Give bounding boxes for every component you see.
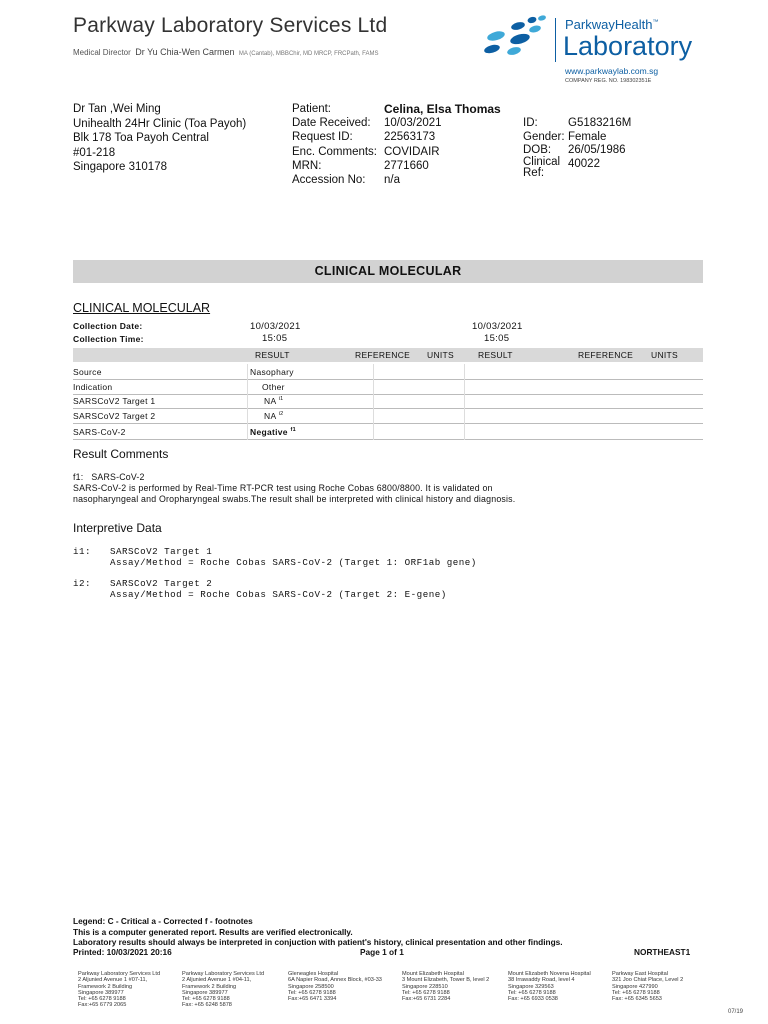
footer-address-4: Mount Elizabeth Hospital 3 Mount Elizabeth, Tower B, level 2 Singapore 228510 Tel: +65 6278 9188 Fax:+65 6731 2284 — [402, 971, 490, 1003]
accession-value: n/a — [384, 174, 400, 186]
logo-laboratory: Laboratory — [563, 31, 693, 61]
col-units-2: UNITS — [651, 350, 678, 360]
mrn-value: 2771660 — [384, 160, 429, 172]
row-label-target2: SARSCoV2 Target 2 — [73, 411, 156, 421]
parkway-logo-icon — [480, 14, 550, 58]
legend-line-3: Laboratory results should always be interpreted in conjuction with patient's history, clinical presentation and other findings. — [73, 937, 563, 947]
collection-time-2: 15:05 — [484, 333, 510, 344]
printed-date: Printed: 10/03/2021 20:16 — [73, 947, 172, 957]
col-separator — [247, 364, 248, 440]
row-value-source: Nasophary — [250, 367, 294, 377]
clinical-ref-label: Clinical Ref: — [523, 156, 561, 179]
row-label-indication: Indication — [73, 382, 113, 392]
request-id-label: Request ID: — [292, 131, 353, 143]
collection-date-1: 10/03/2021 — [250, 321, 301, 332]
logo-parkwayhealth: ParkwayHealth™ — [565, 17, 659, 32]
date-received-label: Date Received: — [292, 117, 371, 129]
enc-comments-label: Enc. Comments: — [292, 146, 377, 158]
row-label-target1: SARSCoV2 Target 1 — [73, 396, 156, 406]
patient-label: Patient: — [292, 103, 331, 115]
interp-i2-line1: SARSCoV2 Target 2 — [110, 578, 213, 589]
dob-value: 26/05/1986 — [568, 144, 626, 156]
col-separator — [373, 364, 374, 440]
id-label: ID: — [523, 117, 538, 129]
collection-time-label: Collection Time: — [73, 334, 144, 344]
footer-address-6: Parkway East Hospital 321 Joo Chiat Place, Level 2 Singapore 427990 Tel: +65 6278 9188 Fax: +65 6345 5653 — [612, 971, 684, 1003]
row-label-sarscov2: SARS-CoV-2 — [73, 427, 126, 437]
director-qualifications: MA (Cantab), MBBChir, MD MRCP, FRCPath, FAMS — [238, 51, 379, 57]
legend-line-1: Legend: C - Critical a - Corrected f - footnotes — [73, 916, 253, 926]
col-separator — [464, 364, 465, 440]
gender-label: Gender: — [523, 131, 565, 143]
dob-label: DOB: — [523, 144, 552, 156]
lab-website: www.parkwaylab.com.sg — [565, 66, 659, 76]
logo-divider — [555, 18, 556, 62]
result-comments-heading: Result Comments — [73, 447, 169, 461]
interp-tag-i1: i1: — [73, 546, 92, 557]
row-divider — [73, 439, 703, 440]
date-received-value: 10/03/2021 — [384, 117, 442, 129]
col-reference-1: REFERENCE — [355, 350, 411, 360]
col-units-1: UNITS — [427, 350, 454, 360]
lab-name: Parkway Laboratory Services Ltd — [73, 14, 388, 37]
interp-i1-line2: Assay/Method = Roche Cobas SARS-CoV-2 (Target 1: ORF1ab gene) — [110, 557, 477, 568]
interp-i1-line1: SARSCoV2 Target 1 — [110, 546, 213, 557]
section-banner: CLINICAL MOLECULAR — [73, 260, 703, 283]
id-value: G5183216M — [568, 117, 632, 129]
col-result-2: RESULT — [478, 350, 513, 360]
footer-address-3: Gleneagles Hospital 6A Napier Road, Annex Block, #03-33 Singapore 258500 Tel: +65 6278 9188 Fax:+65 6471 3394 — [288, 971, 382, 1003]
row-divider — [73, 379, 703, 380]
collection-date-label: Collection Date: — [73, 321, 143, 331]
row-divider — [73, 394, 703, 395]
director-label: Medical Director — [73, 48, 131, 57]
clinical-ref-value: 40022 — [568, 158, 600, 170]
form-code: 07/19 — [728, 1009, 744, 1015]
doctor-address: Dr Tan ,Wei Ming Unihealth 24Hr Clinic (Toa Payoh) Blk 178 Toa Payoh Central #01-218 Singapore 310178 — [73, 103, 247, 173]
gender-value: Female — [568, 131, 607, 143]
medical-director — [73, 47, 379, 57]
director-name: Dr Yu Chia-Wen Carmen — [135, 47, 235, 57]
footnote-f1-title: f1: SARS-CoV-2 — [73, 472, 145, 482]
enc-comments-value: COVIDAIR — [384, 146, 440, 158]
mrn-label: MRN: — [292, 160, 322, 172]
interp-tag-i2: i2: — [73, 578, 92, 589]
interpretive-data-heading: Interpretive Data — [73, 521, 162, 535]
row-divider — [73, 408, 703, 409]
row-value-indication: Other — [262, 382, 285, 392]
site-code: NORTHEAST1 — [634, 947, 691, 957]
request-id-value: 22563173 — [384, 131, 436, 143]
company-reg-no: COMPANY REG. NO. 198302351E — [565, 78, 652, 84]
collection-date-2: 10/03/2021 — [472, 321, 523, 332]
footer-address-1: Parkway Laboratory Services Ltd 2 Aljunied Avenue 1 #07-11, Framework 2 Building Singapore 389977 Tel: +65 6278 9188 Fax:+65 6779 2065 — [78, 971, 161, 1009]
legend-line-2: This is a computer generated report. Results are verified electronically. — [73, 927, 353, 937]
row-divider — [73, 423, 703, 424]
col-reference-2: REFERENCE — [578, 350, 634, 360]
interp-i2-line2: Assay/Method = Roche Cobas SARS-CoV-2 (Target 2: E-gene) — [110, 589, 447, 600]
section-title: CLINICAL MOLECULAR — [73, 301, 211, 315]
row-value-sarscov2: Negative $^{f1}$ — [250, 427, 297, 437]
footer-address-5: Mount Elizabeth Novena Hospital 38 Irrawaddy Road, level 4 Singapore 329563 Tel: +65 6278 9188 Fax: +65 6933 0538 — [508, 971, 591, 1003]
row-label-source: Source — [73, 367, 102, 377]
page-number: Page 1 of 1 — [360, 947, 404, 957]
col-result-1: RESULT — [255, 350, 290, 360]
row-value-target2: NA $^{i2}$ — [264, 411, 284, 421]
collection-time-1: 15:05 — [262, 333, 288, 344]
footnote-f1-text: SARS-CoV-2 is performed by Real-Time RT-PCR test using Roche Cobas 6800/8800. It is validated on nasopharyngeal and Oropharyngeal swabs.The result shall be interpreted with clinical history and diagnosis. — [73, 483, 516, 504]
patient-name: Celina, Elsa Thomas — [384, 102, 501, 116]
accession-label: Accession No: — [292, 174, 366, 186]
row-value-target1: NA $^{i1}$ — [264, 396, 284, 406]
footer-address-2: Parkway Laboratory Services Ltd 2 Aljunied Avenue 1 #04-11, Framework 2 Building Singapore 389977 Tel: +65 6278 9188 Fax: +65 6248 5878 — [182, 971, 265, 1009]
